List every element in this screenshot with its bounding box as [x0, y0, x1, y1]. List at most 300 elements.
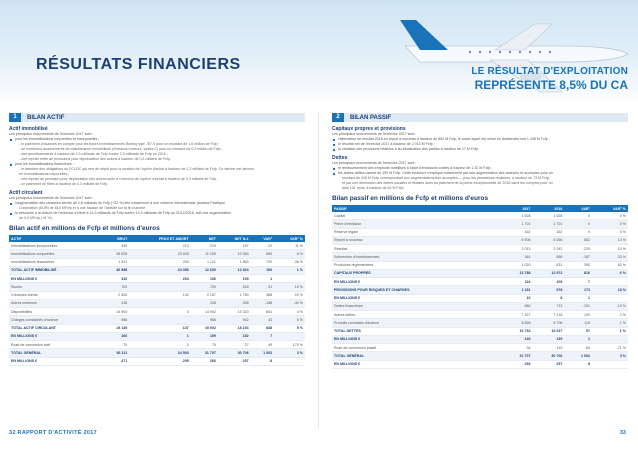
table-row — [332, 327, 628, 335]
table-cell: 7 — [251, 332, 275, 340]
table-row — [332, 344, 628, 352]
row-label: EN MILLIONS € — [332, 360, 501, 368]
table-row — [9, 341, 305, 349]
bilan-passif-section — [332, 113, 628, 369]
table-cell: 35 028 — [102, 250, 129, 258]
table-cell: 30 706 — [533, 352, 565, 360]
table-cell: 8 706 — [533, 319, 565, 327]
table-cell: 16 637 — [533, 327, 565, 335]
row-label: Produits constatés d'avance — [332, 319, 501, 327]
table-cell: 266 — [501, 360, 533, 368]
table-cell: 1 — [564, 294, 592, 302]
row-label: EN MILLIONS € — [332, 278, 501, 286]
row-label: Provisions réglementées — [332, 261, 501, 269]
table-cell: 1 628 — [501, 212, 533, 220]
row-label: TOTAL ACTIF CIRCULANT — [9, 324, 102, 332]
table-cell: 62 % — [592, 261, 628, 269]
row-label: EN MILLIONS € — [9, 357, 102, 365]
section-label: BILAN ACTIF — [27, 114, 65, 121]
table-cell: 388 — [251, 291, 275, 299]
table-cell: 1 — [251, 275, 275, 283]
row-label: TOTAL ACTIF IMMOBILISÉ — [9, 266, 102, 274]
row-label: Créances clients — [9, 291, 102, 299]
row-label: Autres créances — [9, 299, 102, 307]
table-cell: -19 % — [592, 302, 628, 310]
row-label: Résultat — [332, 245, 501, 253]
table-cell: 11 159 — [191, 250, 218, 258]
table-cell: 942 — [218, 316, 251, 324]
subheading-capitaux-propres: Capitaux propres et provisions — [332, 126, 406, 132]
table-cell: 852 — [564, 236, 592, 244]
indented-item: - une reprise nette de provisions pour dépréciation des avions à hauteur de 0,4 milliard de Fcfp. — [19, 157, 171, 161]
table-row — [332, 220, 628, 228]
table-row — [9, 332, 305, 340]
banner-line-1: LE RÉSULTAT D'EXPLOITATION — [471, 66, 628, 77]
bullet-item: l'affectation du résultat 2016 en report à nouveau à hauteur de 852 M Fcfp, le solde ayant été versé en dividendes soit 1 338 M Fcfp ; — [332, 137, 628, 142]
table-cell: 1 863 — [218, 258, 251, 266]
table-cell: 14 903 — [102, 308, 129, 316]
table-cell: 109 — [564, 311, 592, 319]
report-label: RAPPORT D'ACTIVITÉ 2017 — [17, 430, 97, 436]
table-cell: 18 % — [592, 286, 628, 294]
row-label: Charges constatées d'avance — [9, 316, 102, 324]
table-cell: 1 % — [592, 319, 628, 327]
paragraph: Les principaux mouvements de l'exercice 2017 sont : — [332, 161, 417, 165]
table-cell: 22 % — [274, 291, 305, 299]
table-row — [332, 360, 628, 368]
table-cell: 24 356 — [129, 266, 190, 274]
row-label: EN MILLIONS € — [9, 332, 102, 340]
table-row — [332, 302, 628, 310]
table-cell: 986 — [102, 316, 129, 324]
table-cell: 13 788 — [501, 269, 533, 277]
table-cell: 139 — [533, 335, 565, 343]
bullet-item: les autres dettes varient de 159 M Fcfp. Cette évolution s'explique notamment par une augmentation des avances et acomptes pour un — [332, 171, 628, 176]
table-cell: 580 — [501, 302, 533, 310]
table-cell: 3 % — [592, 352, 628, 360]
table-cell: 22 — [251, 242, 275, 250]
table-cell: 173 — [564, 286, 592, 294]
column-header: VAR° % — [274, 235, 305, 242]
table-cell: 4 % — [274, 308, 305, 316]
table-row — [9, 291, 305, 299]
bullet-item: le résultat net de l'exercice 2017 à hauteur de 2 013 M Fcfp ; — [332, 142, 628, 147]
table-cell: 213 — [129, 242, 190, 250]
bullet-item: pour les immobilisations financières : — [9, 162, 305, 167]
table-cell: 7 218 — [533, 311, 565, 319]
row-label: EN MILLIONS € — [332, 294, 501, 302]
table-row — [9, 242, 305, 250]
table-cell: 2 242 — [533, 245, 565, 253]
table-cell: 75 — [102, 341, 129, 349]
table-cell: 0 % — [592, 228, 628, 236]
paragraph: Les principaux mouvements de l'exercice 2017 sont : — [332, 132, 417, 136]
table-cell — [274, 357, 305, 365]
row-label: TOTAL GÉNÉRAL — [9, 349, 102, 357]
table-row — [332, 311, 628, 319]
table-cell — [274, 332, 305, 340]
table-cell: 0 — [564, 220, 592, 228]
table-cell: 3 % — [274, 349, 305, 357]
table-cell: 1 121 — [191, 258, 218, 266]
table-cell: 56 211 — [102, 349, 129, 357]
subheading-actif-immobilise: Actif immobilisé — [9, 126, 48, 132]
table-cell: 248 — [102, 299, 129, 307]
table-cell: 618 — [218, 283, 251, 291]
indented-item: et par une diminution des dettes sociales et fiscales dues au paiement de la prime exceptionnelle de 2016 dans les comptes pour un — [342, 181, 553, 185]
table-cell: 6 056 — [533, 236, 565, 244]
table-cell: 200 — [129, 258, 190, 266]
table-cell: 2 % — [592, 311, 628, 319]
table-cell: 257 — [533, 360, 565, 368]
table-cell: 162 — [501, 228, 533, 236]
table-cell: 205 — [129, 357, 190, 365]
page-title: RÉSULTATS FINANCIERS — [36, 56, 241, 73]
row-label: TOTAL GÉNÉRAL — [332, 352, 501, 360]
table-cell: 8 — [251, 357, 275, 365]
indented-item: - le transfert des obligations du FCLOC qui sert de dépôt pour la location de l'option d'achat à hauteur de 1,3 milliard de Fcfp. Ce dernier est devenu — [19, 167, 255, 171]
row-label: PROVISIONS POUR RISQUES ET CHARGES — [332, 286, 501, 294]
table-cell: 0 — [129, 341, 190, 349]
indented-item: - de nombreux avancements de maintenance immobilisée (révisions moteurs, visites C) pour un montant de 0,3 million de Fcfp ; — [19, 147, 223, 151]
table-cell: 1 — [564, 335, 592, 343]
table-cell: 439 — [102, 242, 129, 250]
table-row — [9, 349, 305, 357]
bilan-actif-table — [9, 235, 305, 366]
table-cell: 16 734 — [501, 327, 533, 335]
bullet-item: la trésorerie à la clôture de l'exercice s'élève à 14,3 milliards de Fcfp contre 14,3 milliards de Fcfp au 31/12/2016, soit une augmentation — [9, 211, 305, 216]
table-cell: 1 151 — [501, 286, 533, 294]
table-cell: 1 769 — [218, 291, 251, 299]
indented-item: montant de 249 M Fcfp correspondant aux augmentations des acomptes — pour les prestations réalisées, à hauteur de 73 M Fcfp, — [342, 176, 551, 180]
table-header-row — [332, 205, 628, 212]
column-header: VAR° % — [592, 205, 628, 212]
table-cell: 34 — [501, 344, 533, 352]
table-cell: 986 — [191, 316, 218, 324]
row-label: Capital — [332, 212, 501, 220]
row-label: Écart de conversion passif — [332, 344, 501, 352]
table-cell: 7 — [564, 278, 592, 286]
bilan-actif-section — [9, 113, 305, 366]
table-cell: 91 — [251, 283, 275, 291]
table-body — [9, 242, 305, 365]
table-cell: 159 — [191, 332, 218, 340]
indented-item: - un paiement de titres à hauteur de 0,3 milliard de Fcfp. — [19, 182, 109, 186]
table-cell: 248 — [191, 299, 218, 307]
table-cell: 568 — [533, 253, 565, 261]
table-cell: -40 % — [274, 299, 305, 307]
table-cell: 631 — [533, 261, 565, 269]
table-cell: 310 — [102, 275, 129, 283]
table-cell: 160 — [102, 332, 129, 340]
table-cell: -131 — [564, 302, 592, 310]
table-cell: 1 — [129, 332, 190, 340]
table-cell: 19 002 — [191, 324, 218, 332]
table-cell: 1 020 — [501, 261, 533, 269]
table-cell: 31 707 — [501, 352, 533, 360]
column-header: VAR° — [251, 235, 275, 242]
table-row — [9, 324, 305, 332]
bullet-item: la variation des provisions relatives à la réévaluation des parties à hauteur de 17 M Fcfp. — [332, 147, 628, 152]
table-cell: 105 — [218, 275, 251, 283]
table-cell: 147 — [129, 324, 190, 332]
table-cell: 792 — [251, 258, 275, 266]
indented-item: - des amortissements à hauteur de 2,3 milliards de Fcfp contre 2,5 milliards de Fcfp en 2016 ; — [19, 152, 168, 156]
table-cell: 152 — [218, 332, 251, 340]
table-cell: 109 — [533, 278, 565, 286]
footer-left — [9, 430, 97, 436]
table-cell: 49 — [251, 341, 275, 349]
table-cell: 162 — [533, 228, 565, 236]
table-cell: 978 — [533, 286, 565, 294]
table-row — [332, 253, 628, 261]
table-cell: 713 — [533, 302, 565, 310]
table-cell: 19 149 — [102, 324, 129, 332]
indented-item: total 131 mois, à hauteur de 62 M Fcfp. — [342, 186, 405, 190]
row-label: CAPITAUX PROPRES — [332, 269, 501, 277]
table-cell: 709 — [191, 283, 218, 291]
table-cell: 18 154 — [218, 324, 251, 332]
table-row — [9, 258, 305, 266]
table-cell — [129, 316, 190, 324]
table-cell: 75 — [191, 341, 218, 349]
row-label: EN MILLIONS € — [332, 335, 501, 343]
section-label: BILAN PASSIF — [350, 114, 392, 121]
row-label: TOTAL DETTES — [332, 327, 501, 335]
table-cell: 140 — [501, 335, 533, 343]
table-header-row — [9, 235, 305, 242]
table-row — [332, 212, 628, 220]
table-cell: 10 363 — [218, 250, 251, 258]
table-cell: 204 — [129, 275, 190, 283]
table-cell: 12 524 — [218, 266, 251, 274]
column-header: ACTIF — [9, 235, 102, 242]
column-header: VAR° — [564, 205, 592, 212]
table-cell: 97 — [564, 327, 592, 335]
table-cell: 31 707 — [191, 349, 218, 357]
row-label: Disponibilités — [9, 308, 102, 316]
row-label: Immobilisations financières — [9, 258, 102, 266]
table-cell: 106 — [251, 266, 275, 274]
bullet-item: l'augmentation des créances clients de 2,8 milliards de Fcfp (+22 %) liée notamment à une créance internationale (avance Pacifique — [9, 201, 305, 206]
paragraph: Les principaux mouvements de l'exercice 2017 sont : — [9, 132, 94, 136]
table-cell — [592, 360, 628, 368]
row-label: Autres dettes — [332, 311, 501, 319]
table-cell: 170 % — [274, 341, 305, 349]
table-row — [9, 316, 305, 324]
table-cell: 197 — [218, 242, 251, 250]
indented-item: Corporation (EUR) de 810 MFcfp et à une hausse de l'activité sur la fin d'année ; — [19, 206, 148, 210]
table-cell: 11 % — [274, 242, 305, 250]
table-cell: -187 — [564, 253, 592, 261]
bilan-passif-title: Bilan passif en millions de Fcfp et millions d'euros — [332, 195, 489, 202]
paragraph: Les principaux mouvements de l'exercice 2017 sont : — [9, 196, 94, 200]
row-label: Stocks — [9, 283, 102, 291]
table-cell: 406 — [218, 299, 251, 307]
bilan-passif-table — [332, 205, 628, 369]
table-cell: 8 826 — [501, 319, 533, 327]
table-cell: 14 % — [592, 236, 628, 244]
table-cell: 1 701 — [501, 220, 533, 228]
table-row — [332, 245, 628, 253]
table-cell: 381 — [501, 253, 533, 261]
table-cell: 848 — [251, 324, 275, 332]
table-cell: 30 706 — [218, 349, 251, 357]
column-header: 2017 — [501, 205, 533, 212]
table-cell: -36 % — [274, 258, 305, 266]
indented-item: de 0,9 MFcfp (+6 %). — [19, 216, 53, 220]
table-row — [332, 228, 628, 236]
table-row — [332, 319, 628, 327]
subheading-actif-circulant: Actif circulant — [9, 190, 43, 196]
section-number: 2 — [332, 113, 344, 122]
table-cell: 142 — [129, 291, 190, 299]
page-number-left: 32 — [9, 430, 16, 436]
section-number: 1 — [9, 113, 21, 122]
row-label: Subvention d'investissement — [332, 253, 501, 261]
table-cell: 15 % — [274, 283, 305, 291]
table-row — [332, 269, 628, 277]
table-cell: 816 — [564, 269, 592, 277]
headline-banner — [471, 66, 628, 92]
table-cell — [592, 294, 628, 302]
table-cell: 601 — [251, 308, 275, 316]
table-cell: 106 — [191, 275, 218, 283]
subheading-dettes: Dettes — [332, 155, 348, 161]
table-cell: -84 — [564, 344, 592, 352]
table-cell: 1 002 — [251, 349, 275, 357]
table-row — [332, 335, 628, 343]
table-cell: 43 — [251, 316, 275, 324]
table-row — [9, 299, 305, 307]
table-cell: 36 988 — [102, 266, 129, 274]
indented-item: - une reprise de provision pour dépréciation des avions suite à l'exercice de l'option d'achat à hauteur de 0,3 milliard de Fcfp ; — [19, 177, 219, 181]
table-cell: 257 — [218, 357, 251, 365]
table-cell — [592, 335, 628, 343]
table-cell: 27 — [218, 341, 251, 349]
table-cell: 4 — [129, 308, 190, 316]
table-cell: 14 320 — [218, 308, 251, 316]
table-cell: 8 — [533, 294, 565, 302]
table-cell: 116 — [501, 278, 533, 286]
table-row — [9, 275, 305, 283]
column-header: PROV ET AMORT — [129, 235, 190, 242]
table-cell: 0 % — [592, 220, 628, 228]
bullet-item: pour les immobilisations corporelles et incorporelles : — [9, 137, 305, 142]
table-cell: 266 — [191, 357, 218, 365]
table-cell: 14 902 — [191, 308, 218, 316]
table-cell: 1 002 — [564, 352, 592, 360]
table-row — [332, 352, 628, 360]
page-divider — [318, 112, 319, 428]
table-cell: 12 630 — [191, 266, 218, 274]
table-cell — [592, 278, 628, 286]
table-cell: 10 — [501, 294, 533, 302]
table-cell: 1 701 — [533, 220, 565, 228]
table-cell: 8 — [564, 360, 592, 368]
table-cell: 1 % — [592, 327, 628, 335]
bullet-item: le remboursement des emprunts mobilisés à l'aide d'émissions cotées à hauteur de 1,32 M Fcfp ; — [332, 166, 628, 171]
column-header: NET N-1 — [218, 235, 251, 242]
table-cell — [129, 283, 190, 291]
row-label: EN MILLIONS € — [9, 275, 102, 283]
table-row — [332, 261, 628, 269]
indented-item: en immobilisations corporelles ; — [19, 172, 70, 176]
table-cell: 2 300 — [102, 291, 129, 299]
table-cell: 119 — [533, 344, 565, 352]
table-cell: 390 — [564, 261, 592, 269]
table-cell: -71 % — [592, 344, 628, 352]
table-cell: 0 % — [592, 212, 628, 220]
table-cell: 119 — [564, 319, 592, 327]
table-cell: 12 972 — [533, 269, 565, 277]
table-cell: 24 503 — [129, 349, 190, 357]
column-header: 2016 — [533, 205, 565, 212]
banner-line-2: REPRÉSENTE 8,5% DU CA — [474, 78, 628, 92]
column-header: NET — [191, 235, 218, 242]
table-row — [9, 283, 305, 291]
row-label: Immobilisations corporelles — [9, 250, 102, 258]
table-cell: -229 — [564, 245, 592, 253]
table-cell: 5 % — [274, 324, 305, 332]
table-cell: 0 — [564, 212, 592, 220]
table-cell: 2 013 — [501, 245, 533, 253]
row-label: Dettes financières — [332, 302, 501, 310]
row-label: Écart de conversion actif — [9, 341, 102, 349]
table-cell: 1 521 — [102, 258, 129, 266]
table-row — [9, 308, 305, 316]
table-row — [9, 266, 305, 274]
table-cell: 471 — [102, 357, 129, 365]
table-row — [332, 294, 628, 302]
table-cell: 5 % — [274, 316, 305, 324]
table-cell: 6 % — [592, 269, 628, 277]
table-row — [332, 286, 628, 294]
table-row — [9, 250, 305, 258]
table-cell: -10 % — [592, 245, 628, 253]
section-header-actif — [9, 113, 305, 122]
table-cell: 8 % — [274, 250, 305, 258]
column-header: PASSIF — [332, 205, 501, 212]
row-label: Prime d'émission — [332, 220, 501, 228]
table-row — [332, 236, 628, 244]
bilan-actif-title: Bilan actif en millions de Fcfp et millions d'euros — [9, 225, 160, 232]
page-number-right: 33 — [619, 430, 626, 436]
column-header: BRUT — [102, 235, 129, 242]
table-cell: 7 327 — [501, 311, 533, 319]
table-body — [332, 212, 628, 368]
table-cell: -158 — [251, 299, 275, 307]
table-cell: 1 % — [274, 266, 305, 274]
table-cell: 23 943 — [129, 250, 190, 258]
table-cell — [129, 299, 190, 307]
section-header-passif — [332, 113, 628, 122]
indented-item: - le paiement d'avances en compte pour les futurs investissements Boeing type 787-9 pour un montant de 1,6 million de Fcfp ; — [19, 142, 220, 146]
row-label: Immobilisations incorporelles — [9, 242, 102, 250]
table-cell: 2 157 — [191, 291, 218, 299]
row-label: Report à nouveau — [332, 236, 501, 244]
table-cell: 219 — [191, 242, 218, 250]
table-cell: 1 628 — [533, 212, 565, 220]
table-row — [9, 357, 305, 365]
table-cell: 6 908 — [501, 236, 533, 244]
table-row — [332, 278, 628, 286]
row-label: Réserve légale — [332, 228, 501, 236]
table-cell — [274, 275, 305, 283]
table-cell: 709 — [102, 283, 129, 291]
table-cell: 690 — [251, 250, 275, 258]
table-cell: 0 — [564, 228, 592, 236]
